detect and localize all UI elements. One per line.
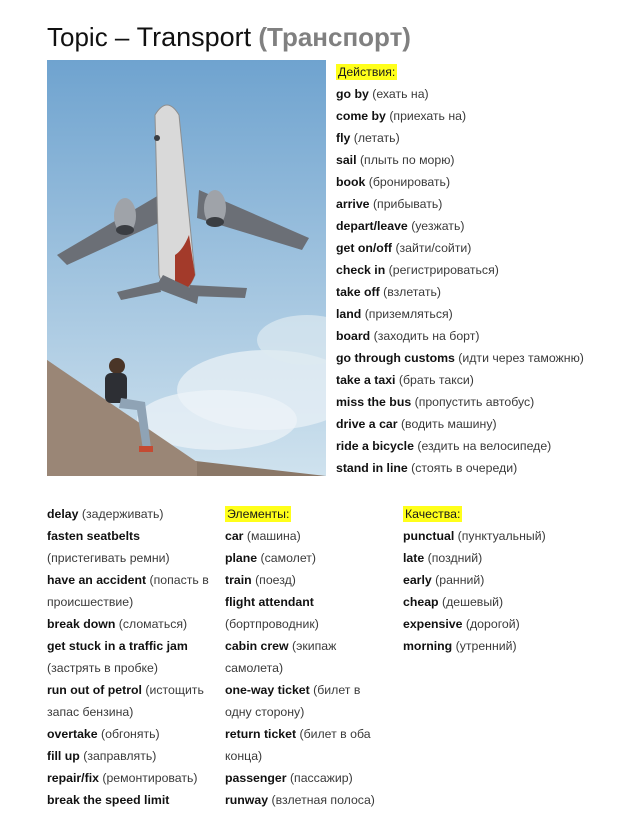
vocab-translation: (задерживать) <box>81 507 164 521</box>
elements-heading-row <box>225 503 390 525</box>
vocab-translation: (истощить запас бензина) <box>47 683 204 719</box>
vocab-translation: (брать такси) <box>398 373 474 387</box>
actions-column <box>336 61 584 479</box>
vocab-term: arrive <box>336 197 370 211</box>
title-prefix: Topic – <box>47 22 137 52</box>
vocab-translation: (идти через таможню) <box>458 351 584 365</box>
qualities-list <box>403 525 546 657</box>
vocab-translation: (экипаж самолета) <box>225 639 337 675</box>
vocab-item <box>336 215 584 237</box>
vocab-item <box>403 547 546 569</box>
vocab-term: repair/fix <box>47 771 99 785</box>
vocab-term: book <box>336 175 366 189</box>
vocab-item <box>225 679 390 723</box>
vocab-translation: (плыть по морю) <box>359 153 455 167</box>
vocab-term: take a taxi <box>336 373 396 387</box>
vocab-translation: (взлетная полоса) <box>271 793 375 807</box>
actions-heading: Действия: <box>338 65 396 79</box>
vocab-term: ride a bicycle <box>336 439 414 453</box>
vocab-term: miss the bus <box>336 395 412 409</box>
vocab-item <box>336 127 584 149</box>
vocab-item <box>47 569 219 613</box>
vocab-translation: (сломаться) <box>118 617 188 631</box>
vocab-item <box>47 745 219 767</box>
vocab-term: passenger <box>225 771 287 785</box>
vocab-item <box>225 547 390 569</box>
title-word: Transport <box>136 22 252 52</box>
vocab-item <box>47 767 219 789</box>
vocab-item <box>336 105 584 127</box>
vocab-translation: (попасть в происшествие) <box>47 573 209 609</box>
vocab-translation: (билет в одну сторону) <box>225 683 361 719</box>
vocab-item <box>225 789 390 811</box>
vocab-item <box>47 723 219 745</box>
vocab-item <box>47 679 219 723</box>
vocab-translation: (пристегивать ремни) <box>47 551 170 565</box>
vocab-term: get stuck in a traffic jam <box>47 639 188 653</box>
vocab-term: depart/leave <box>336 219 408 233</box>
vocab-translation: (прибывать) <box>372 197 443 211</box>
vocab-item <box>336 193 584 215</box>
vocab-term: overtake <box>47 727 98 741</box>
vocab-translation: (застрять в пробке) <box>47 661 158 675</box>
vocab-term: fill up <box>47 749 80 763</box>
vocab-item <box>225 635 390 679</box>
title-translation: (Транспорт) <box>258 22 411 52</box>
vocab-translation: (поздний) <box>427 551 483 565</box>
vocab-term: drive a car <box>336 417 398 431</box>
vocab-term: break down <box>47 617 116 631</box>
vocab-item <box>225 591 390 635</box>
vocab-term: flight attendant <box>225 595 314 609</box>
vocab-translation: (ранний) <box>435 573 485 587</box>
vocab-translation: (пассажир) <box>289 771 353 785</box>
vocab-item <box>403 635 546 657</box>
vocab-item <box>336 281 584 303</box>
vocab-term: early <box>403 573 432 587</box>
qualities-heading-row <box>403 503 546 525</box>
vocab-term: break the speed limit <box>47 793 170 807</box>
vocab-term: cabin crew <box>225 639 289 653</box>
vocab-translation: (обгонять) <box>101 727 160 741</box>
vocab-term: cheap <box>403 595 439 609</box>
vocab-translation: (стоять в очереди) <box>411 461 518 475</box>
vocab-translation: (машина) <box>246 529 301 543</box>
vocab-term: board <box>336 329 371 343</box>
vocab-term: have an accident <box>47 573 147 587</box>
elements-column <box>225 503 390 811</box>
phrases-column <box>47 503 219 811</box>
vocab-translation: (взлетать) <box>383 285 441 299</box>
vocab-item <box>336 347 584 369</box>
vocab-term: late <box>403 551 425 565</box>
vocab-term: come by <box>336 109 386 123</box>
vocab-item <box>336 259 584 281</box>
vocab-item <box>336 83 584 105</box>
vocab-term: sail <box>336 153 357 167</box>
vocab-item <box>47 613 219 635</box>
vocab-translation: (приехать на) <box>389 109 467 123</box>
vocab-translation: (уезжать) <box>411 219 465 233</box>
vocab-translation: (приземляться) <box>364 307 453 321</box>
vocab-item <box>336 149 584 171</box>
vocab-translation: (пунктуальный) <box>457 529 546 543</box>
vocab-term: car <box>225 529 244 543</box>
vocab-item <box>47 789 219 811</box>
vocab-translation: (поезд) <box>255 573 296 587</box>
vocab-term: return ticket <box>225 727 297 741</box>
vocab-term: expensive <box>403 617 463 631</box>
vocab-translation: (заходить на борт) <box>373 329 480 343</box>
airplane-photo <box>47 60 326 476</box>
vocab-term: delay <box>47 507 79 521</box>
vocab-item <box>225 767 390 789</box>
qualities-column <box>403 503 546 657</box>
vocab-item <box>336 325 584 347</box>
vocab-item <box>336 369 584 391</box>
vocab-translation: (регистрироваться) <box>388 263 499 277</box>
vocab-item <box>336 391 584 413</box>
vocab-term: fly <box>336 131 351 145</box>
elements-list <box>225 525 390 811</box>
vocab-term: runway <box>225 793 269 807</box>
vocab-item <box>336 171 584 193</box>
qualities-heading: Качества: <box>405 507 461 521</box>
vocab-item <box>336 303 584 325</box>
vocab-term: morning <box>403 639 453 653</box>
vocab-term: plane <box>225 551 258 565</box>
page-title <box>47 18 411 56</box>
vocab-term: take off <box>336 285 380 299</box>
vocab-term: check in <box>336 263 386 277</box>
vocab-item <box>403 591 546 613</box>
vocab-item <box>403 569 546 591</box>
vocab-item <box>336 413 584 435</box>
vocab-item <box>225 525 390 547</box>
vocab-item <box>225 723 390 767</box>
vocab-term: get on/off <box>336 241 393 255</box>
elements-heading: Элементы: <box>227 507 290 521</box>
vocab-translation: (ездить на велосипеде) <box>417 439 552 453</box>
vocab-term: go through customs <box>336 351 455 365</box>
vocab-item <box>225 569 390 591</box>
vocab-item <box>336 457 584 479</box>
vocab-term: land <box>336 307 362 321</box>
vocab-translation: (дорогой) <box>465 617 520 631</box>
vocab-translation: (дешевый) <box>441 595 504 609</box>
vocab-translation: (зайти/сойти) <box>395 241 472 255</box>
vocab-translation: (ремонтировать) <box>102 771 198 785</box>
actions-heading-row <box>336 61 584 83</box>
vocab-translation: (самолет) <box>260 551 316 565</box>
vocab-term: punctual <box>403 529 455 543</box>
vocab-item <box>47 503 219 525</box>
vocab-translation: (утренний) <box>455 639 517 653</box>
vocab-term: go by <box>336 87 369 101</box>
vocab-term: fasten seatbelts <box>47 529 140 543</box>
vocab-translation: (пропустить автобус) <box>414 395 535 409</box>
vocab-item <box>403 525 546 547</box>
vocab-translation: (заправлять) <box>83 749 157 763</box>
vocab-item <box>47 635 219 679</box>
vocab-item <box>336 435 584 457</box>
phrases-list <box>47 503 219 811</box>
vocab-translation: (летать) <box>353 131 400 145</box>
vocab-translation: (билет в оба конца) <box>225 727 371 763</box>
vocab-term: stand in line <box>336 461 408 475</box>
vocab-item <box>403 613 546 635</box>
vocab-term: train <box>225 573 252 587</box>
vocab-term: one-way ticket <box>225 683 310 697</box>
vocab-term: run out of petrol <box>47 683 142 697</box>
vocab-translation: (водить машину) <box>400 417 497 431</box>
vocab-translation: (бортпроводник) <box>225 617 319 631</box>
vocab-item <box>47 525 219 569</box>
vocab-translation: (ехать на) <box>372 87 429 101</box>
vocab-item <box>336 237 584 259</box>
actions-list <box>336 83 584 479</box>
vocab-translation: (бронировать) <box>368 175 451 189</box>
